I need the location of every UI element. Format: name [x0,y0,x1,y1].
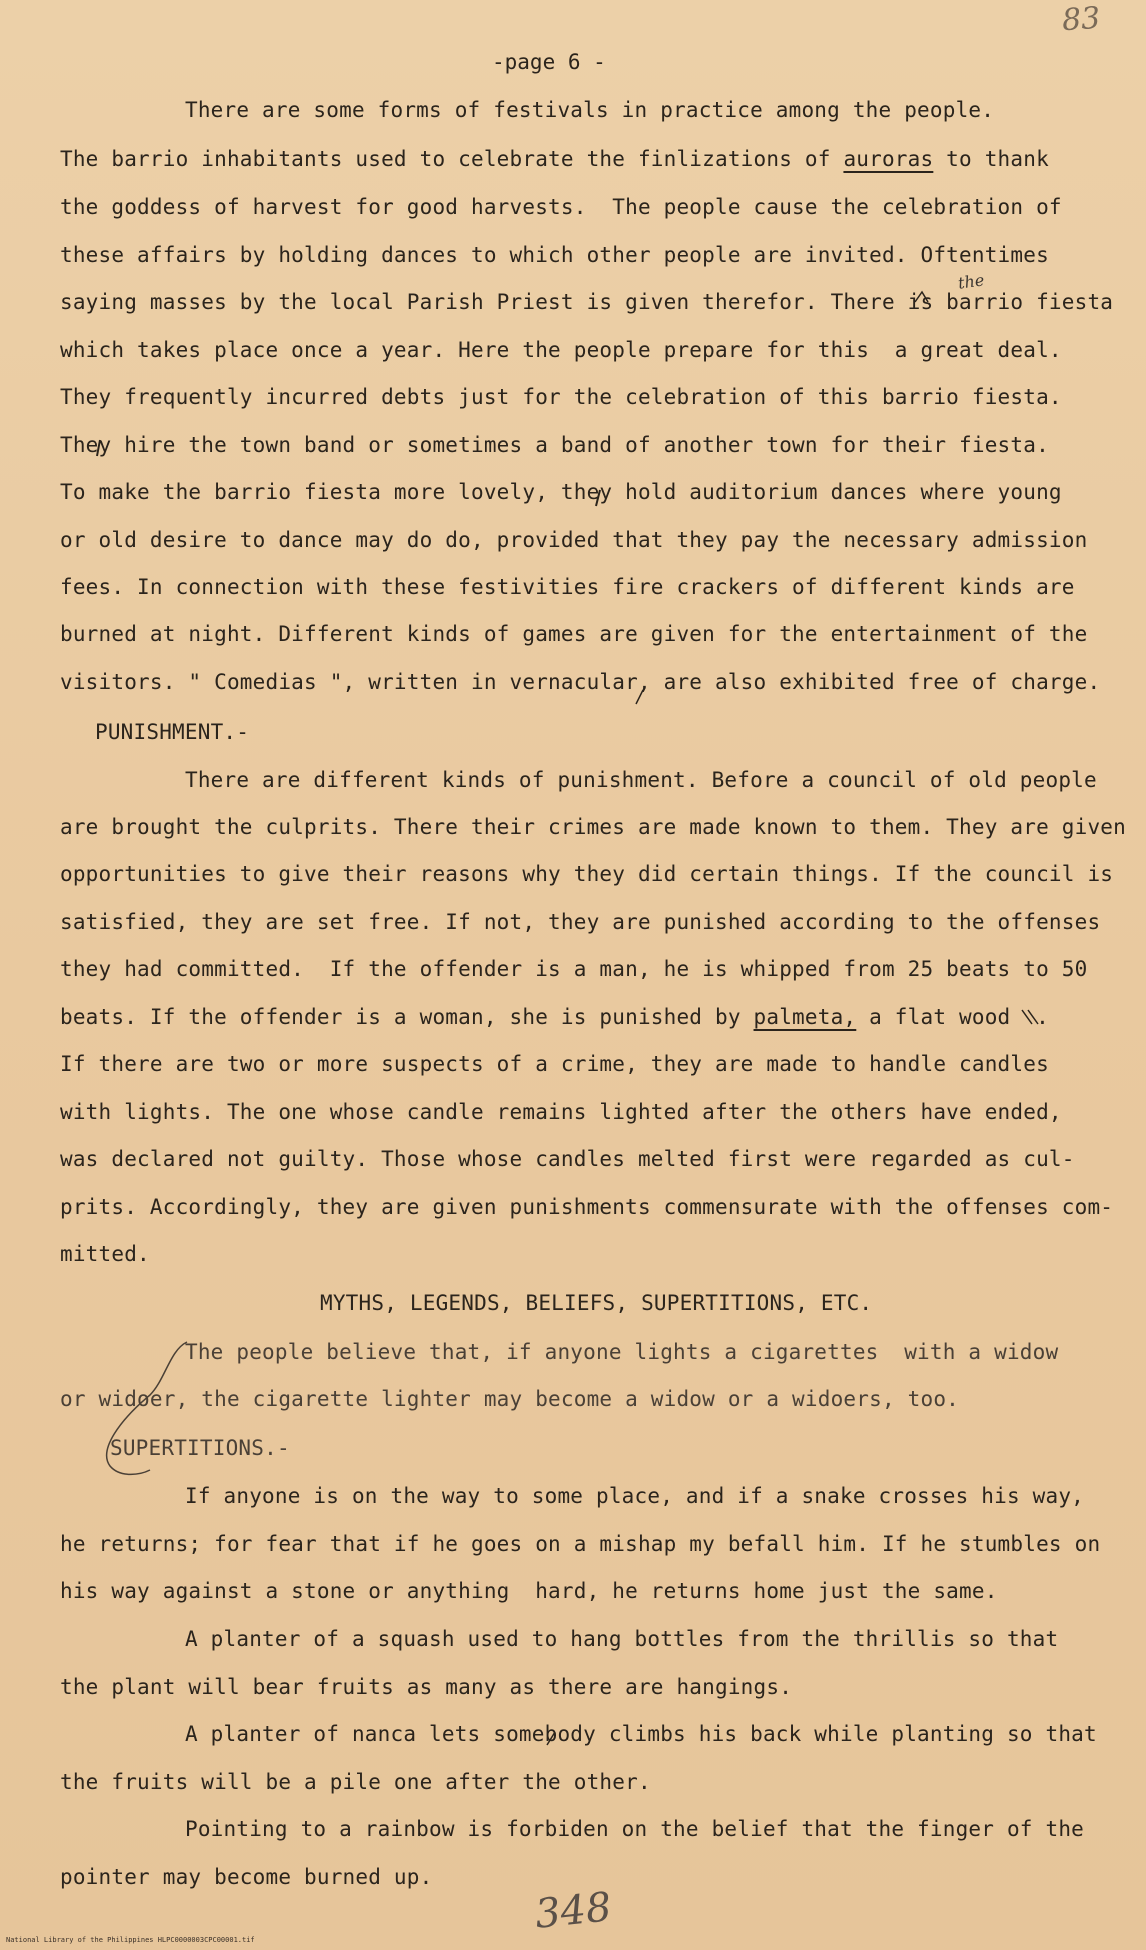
text-line: which takes place once a year. Here the people prepare for this a great deal. [60,338,1062,362]
caret-mark [915,292,928,302]
handwritten-folio-number: 348 [532,1884,614,1938]
text-line: beats. If the offender is a woman, she is punished by palmeta, a flat wood . [60,1005,1049,1029]
text-line: with lights. The one whose candle remains lighted after the others have ended, [60,1100,1062,1124]
section-heading-supertitions: SUPERTITIONS.- [110,1436,290,1460]
page-header: -page 6 - [492,50,606,74]
handwritten-page-number: 83 [1060,0,1102,39]
text-line: opportunities to give their reasons why they did certain things. If the council is [60,862,1114,886]
text-line: saying masses by the local Parish Priest is given therefor. There is barrio fiesta [60,290,1114,314]
handwritten-insertion: the [956,270,986,293]
text-line: There are different kinds of punishment. Before a council of old people [185,768,1097,792]
text-line: They hire the town band or sometimes a band of another town for their fiesta. [60,433,1049,457]
text-line: or old desire to dance may do do, provided that they pay the necessary admission [60,528,1088,552]
text-line: fees. In connection with these festivities fire crackers of different kinds are [60,575,1075,599]
strike-mark [1022,1010,1038,1024]
slash-mark [636,690,643,704]
text-line: If there are two or more suspects of a crime, they are made to handle candles [60,1052,1049,1076]
text-line: the fruits will be a pile one after the other. [60,1770,651,1794]
text-line: If anyone is on the way to some place, and if a snake crosses his way, [185,1484,1085,1508]
text-line: pointer may become burned up. [60,1865,433,1889]
text-line: the goddess of harvest for good harvests. The people cause the celebration of [60,195,1062,219]
text-line: To make the barrio fiesta more lovely, they hold auditorium dances where young [60,480,1062,504]
text-line: There are some forms of festivals in practice among the people. [185,98,995,122]
slash-mark [596,490,600,506]
text-line: The people believe that, if anyone lights a cigarettes with a widow [185,1340,1059,1364]
text-line: They frequently incurred debts just for the celebration of this barrio fiesta. [60,385,1062,409]
slash-mark [97,440,100,456]
text-line: visitors. " Comedias ", written in vernacular, are also exhibited free of charge. [60,670,1101,694]
text-line: The barrio inhabitants used to celebrate the finlizations of auroras to thank [60,147,1049,171]
text-line: prits. Accordingly, they are given punishments commensurate with the offenses com- [60,1195,1114,1219]
text-line: his way against a stone or anything hard, he returns home just the same. [60,1579,998,1603]
section-heading-punishment: PUNISHMENT.- [95,720,250,744]
text-line: or widoer, the cigarette lighter may become a widow or a widoers, too. [60,1387,960,1411]
text-line: these affairs by holding dances to which other people are invited. Oftentimes [60,243,1049,267]
text-line: the plant will bear fruits as many as there are hangings. [60,1675,793,1699]
text-line: he returns; for fear that if he goes on a mishap my befall him. If he stumbles on [60,1532,1101,1556]
text-line: Pointing to a rainbow is forbiden on the belief that the finger of the [185,1817,1085,1841]
text-line: are brought the culprits. There their crimes are made known to them. They are given [60,815,1126,839]
text-line: mitted. [60,1242,150,1266]
section-heading-myths: MYTHS, LEGENDS, BELIEFS, SUPERTITIONS, ETC. [320,1291,873,1315]
scan-footer: National Library of the Philippines HLPC0000003CPC00001.tif [6,1936,255,1944]
slash-mark [547,1732,555,1745]
underlined-word: auroras [843,147,934,171]
text-line: was declared not guilty. Those whose candles melted first were regarded as cul- [60,1147,1075,1171]
text-line: A planter of nanca lets somebody climbs his back while planting so that [185,1722,1097,1746]
bracket-mark [107,1342,187,1474]
text-line: burned at night. Different kinds of games are given for the entertainment of the [60,622,1088,646]
text-line: they had committed. If the offender is a man, he is whipped from 25 beats to 50 [60,957,1088,981]
text-line: satisfied, they are set free. If not, they are punished according to the offenses [60,910,1101,934]
text-line: A planter of a squash used to hang bottles from the thrillis so that [185,1627,1059,1651]
underlined-word: palmeta, [753,1005,857,1029]
